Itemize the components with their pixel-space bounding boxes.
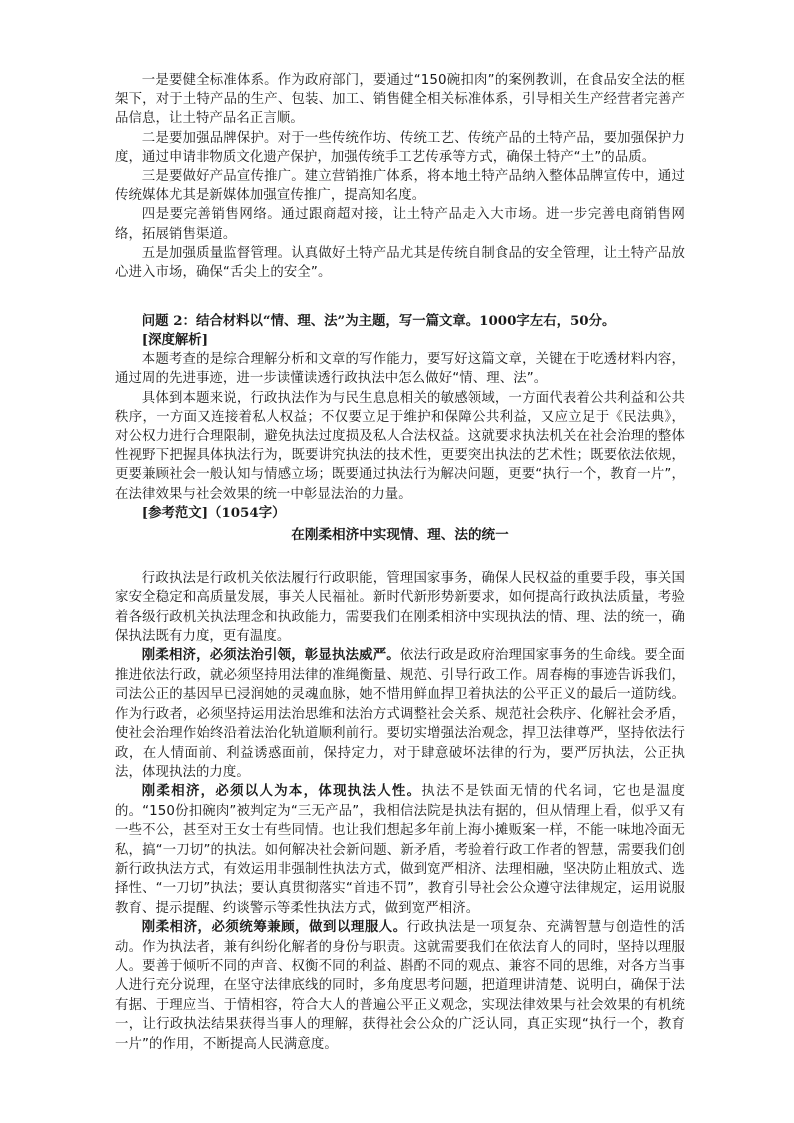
essay-paragraph-3: [115, 918, 685, 1054]
essay-paragraph-3-body: 行政执法是一项复杂、充满智慧与创造性的活动。作为执法者，兼有纠纷化解者的身份与职责。这就需要我们在依法育人的同时，坚持以理服人。要善于倾听不同的声音、权衡不同的利益、斟酌不同的观点、兼容不同的思维，对各方当事人进行充分说理，在坚守法律底线的同时，多角度思考问题，把道理讲清楚、说明白，确保于法有据、于理应当、于情相容，符合大人的普遍公平正义观念，实现法律效果与社会效果的有机统一，让行政执法结果获得当事人的理解，获得社会公众的广泛认同，真正实现“执行一个，教育一片”的作用，不断提高人民满意度。: [115, 920, 685, 1052]
essay-paragraph-2-body: 执法不是铁面无情的代名词，它也是温度的。“150份扣碗肉”被判定为“三无产品”，我相信法院是执法有据的，但从情理上看，似乎又有一些不公，甚至对王女士有些同情。也让我们想起多年前上海小摊贩案一样，不能一味地冷面无私，搞“一刀切”的执法。如何解决社会新问题、新矛盾，考验着行政工作者的智慧，需要我们创新行政执法方式，有效运用非强制性执法方式，做到宽严相济、法理相融，坚决防止粗放式、选择性、“一刀切”执法；要认真贯彻落实“首违不罚”，教育引导社会公众遵守法律规定，运用说服教育、提示提醒、约谈警示等柔性执法方式，做到宽严相济。: [115, 784, 685, 916]
question-heading: 问题 2：结合材料以“情、理、法”为主题，写一篇文章。1000字左右，50分。: [141, 313, 616, 330]
document-page: [115, 71, 685, 1054]
essay-paragraph-1-body: 依法行政是政府治理国家事务的生命线。要全面推进依法行政，就必须坚持用法律的准绳衡量、规范、引导行政工作。周春梅的事迹告诉我们，司法公正的基因早已浸润她的灵魂血脉，她不惜用鲜血捍卫着执法的公平正义的最后一道防线。作为行政者，必须坚持运用法治思维和法治方式调整社会关系、规范社会秩序、化解社会矛盾，使社会治理作始终沿着法治化轨道顺利前行。要切实增强法治观念，捍卫法律尊严，坚持依法行政，在人情面前、利益诱惑面前，保持定力，对于肆意破坏法律的行为，要严厉执法，公正执法，体现执法的力度。: [115, 648, 685, 780]
measure-paragraph-3: 三是要做好产品宣传推广。建立营销推广体系，将本地土特产品纳入整体品牌宣传中，通过传统媒体尤其是新媒体加强宣传推广，提高知名度。: [115, 169, 685, 204]
essay-tag: [参考范文]（1054字）: [141, 504, 286, 521]
measure-paragraph-2: 二是要加强品牌保护。对于一些传统作坊、传统工艺、传统产品的土特产品，要加强保护力度，通过申请非物质文化遗产保护，加强传统手工艺传承等方式，确保土特产“土”的品质。: [115, 130, 685, 165]
essay-paragraph-3-lead: 刚柔相济，必须统筹兼顾，做到以理服人。: [141, 919, 407, 936]
analysis-tag: [深度解析]: [141, 332, 209, 349]
essay-intro: 行政执法是行政机关依法履行行政职能，管理国家事务，确保人民权益的重要手段，事关国家安全稳定和高质量发展，事关人民福祉。新时代新形势新要求，如何提高行政执法质量，考验着各级行政机关执法理念和执政能力，需要我们在刚柔相济中实现执法的情、理、法的统一，确保执法既有力度，更有温度。: [115, 570, 685, 645]
analysis-paragraph-1: 本题考查的是综合理解分析和文章的写作能力，要写好这篇文章，关键在于吃透材料内容，通过周的先进事迹，进一步读懂读透行政执法中怎么做好“情、理、法”。: [115, 352, 685, 387]
essay-title: 在刚柔相济中实现情、理、法的统一: [291, 526, 509, 543]
spacer: [115, 282, 685, 312]
measure-paragraph-1: 一是要健全标准体系。作为政府部门，要通过“150碗扣肉”的案例教训，在食品安全法的框架下，对于土特产品的生产、包装、加工、销售健全相关标准体系，引导相关生产经营者完善产品信息，让土特产品名正言顺。: [115, 73, 685, 127]
essay-paragraph-1-lead: 刚柔相济，必须法治引领，彰显执法威严。: [141, 647, 400, 664]
spacer: [115, 545, 685, 569]
essay-paragraph-1: [115, 646, 685, 782]
essay-body: [115, 569, 685, 1054]
essay-paragraph-2: [115, 782, 685, 918]
measure-paragraph-4: 四是要完善销售网络。通过跟商超对接，让土特产品走入大市场。进一步完善电商销售网络，拓展销售渠道。: [115, 207, 685, 242]
essay-paragraph-2-lead: 刚柔相济，必须以人为本，体现执法人性。: [141, 783, 422, 800]
measure-paragraph-5: 五是加强质量监督管理。认真做好土特产品尤其是传统自制食品的安全管理，让土特产品放心进入市场，确保“舌尖上的安全”。: [115, 245, 685, 281]
analysis-paragraph-2: 具体到本题来说，行政执法作为与民生息息相关的敏感领域，一方面代表着公共利益和公共秩序，一方面又连接着私人权益；不仅要立足于维护和保障公共利益，又应立足于《民法典》，对公权力进行合理限制，避免执法过度损及私人合法权益。这就要求执法机关在社会治理的整体性视野下把握具体执法行为，既要讲究执法的技术性，更要突出执法的艺术性；既要依法依规，更要兼顾社会一般认知与情感立场；既要通过执法行为解决问题，更要“执行一个，教育一片”，在法律效果与社会效果的统一中彰显法治的力量。: [115, 390, 685, 502]
